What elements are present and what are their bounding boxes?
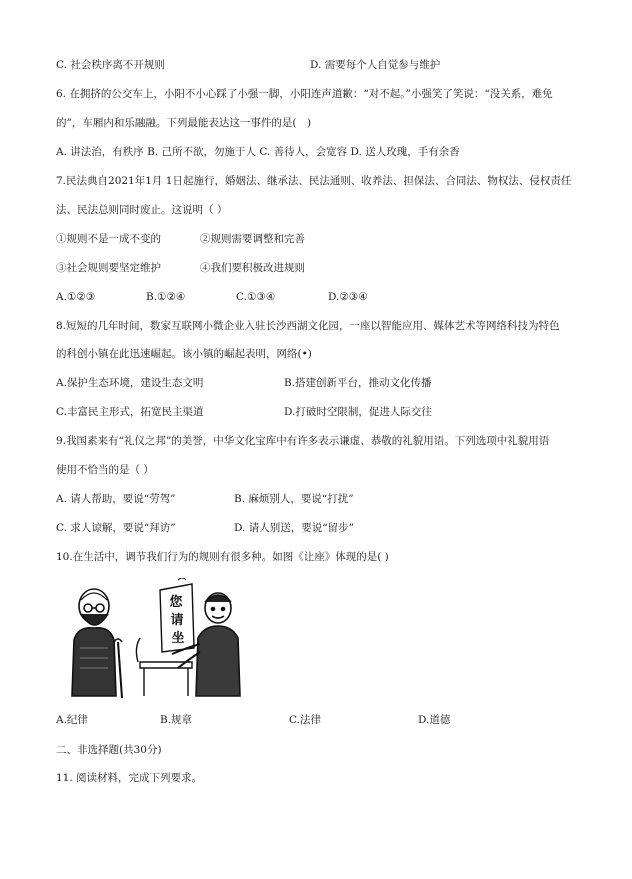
q6-stem-line2: 的”，车厢内和乐融融。下列最能表达这一事件的是( ) [56,117,312,129]
q8-option-d: D.打破时空限制，促进人际交往 [284,406,432,418]
q10-stem: 10.在生活中，调节我们行为的规则有很多种。如图《让座》体现的是( ) [56,551,389,563]
q7-option-c: C.①③④ [236,291,276,303]
q7-statement-4: ④我们要积极改进规则 [200,262,305,274]
q9-stem-line1: 9.我国素来有“礼仪之邦”的美誉，中华文化宝库中有许多表示谦虚、恭敬的礼貌用语。下列选项中礼貌用语 [56,435,550,447]
q9-option-b: B. 麻烦别人，要说“打扰” [234,493,354,505]
q6-stem-line1: 6. 在拥挤的公交车上，小阳不小心踩了小强一脚，小阳连声道歉：“对不起。”小强笑了笑说：“没关系，难免 [56,88,553,100]
q7-statement-2: ②规则需要调整和完善 [200,233,305,245]
q9-option-a: A. 请人帮助，要说“劳驾” [56,493,176,505]
q7-option-b: B.①②④ [146,291,186,303]
q6-options: A. 讲法治，有秩序 B. 己所不欲，勿施于人 C. 善待人，会宽容 D. 送人玫瑰，手有余香 [56,146,460,158]
q7-stem-line2: 法、民法总则同时废止。这说明（ ） [56,204,228,216]
q10-option-b: B.规章 [160,714,193,726]
q9-stem-line2: 使用不恰当的是（ ） [56,464,154,476]
sign-char-1: 您 [169,595,183,610]
q7-statement-3: ③社会规则要坚定维护 [56,262,161,274]
q7-statement-1: ①规则不是一成不变的 [56,233,161,245]
q7-option-a: A.①②③ [56,291,96,303]
q5-option-c: C. 社会秩序离不开规则 [56,59,165,71]
q7-stem-line1: 7.民法典自2021年1月 1日起施行，婚姻法、继承法、民法通则、收养法、担保法、合同法、物权法、侵权责任 [56,175,572,187]
sign-char-2: 请 [170,613,184,628]
q10-option-c: C.法律 [289,714,321,726]
q8-option-c: C.丰富民主形式，拓宽民主渠道 [56,406,204,418]
cartoon-offering-seat [60,578,246,702]
q11-stem: 11. 阅读材料，完成下列要求。 [56,772,203,784]
q10-option-d: D.道德 [418,714,451,726]
q8-stem-line2: 的科创小镇在此迅速崛起。该小镇的崛起表明，网络(•) [56,348,312,360]
q9-option-c: C. 求人谅解，要说“拜访” [56,522,176,534]
q8-stem-line1: 8.短短的几年时间，数家互联网小微企业入驻长沙西湖文化园，一座以智能应用、媒体艺术等网络科技为特色 [56,320,560,332]
q8-option-b: B.搭建创新平台，推动文化传播 [284,377,432,389]
old-man-figure [72,589,122,698]
q9-option-d: D. 请人别送，要说“留步” [234,522,354,534]
section2-heading: 二、非选择题(共30分) [56,744,162,756]
q7-option-d: D.②③④ [328,291,368,303]
sign-char-3: 坐 [171,631,185,646]
q10-option-a: A.纪律 [56,714,88,726]
q5-option-d: D. 需要每个人自觉参与维护 [310,59,441,71]
q8-option-a: A.保护生态环境，建设生态文明 [56,377,204,389]
